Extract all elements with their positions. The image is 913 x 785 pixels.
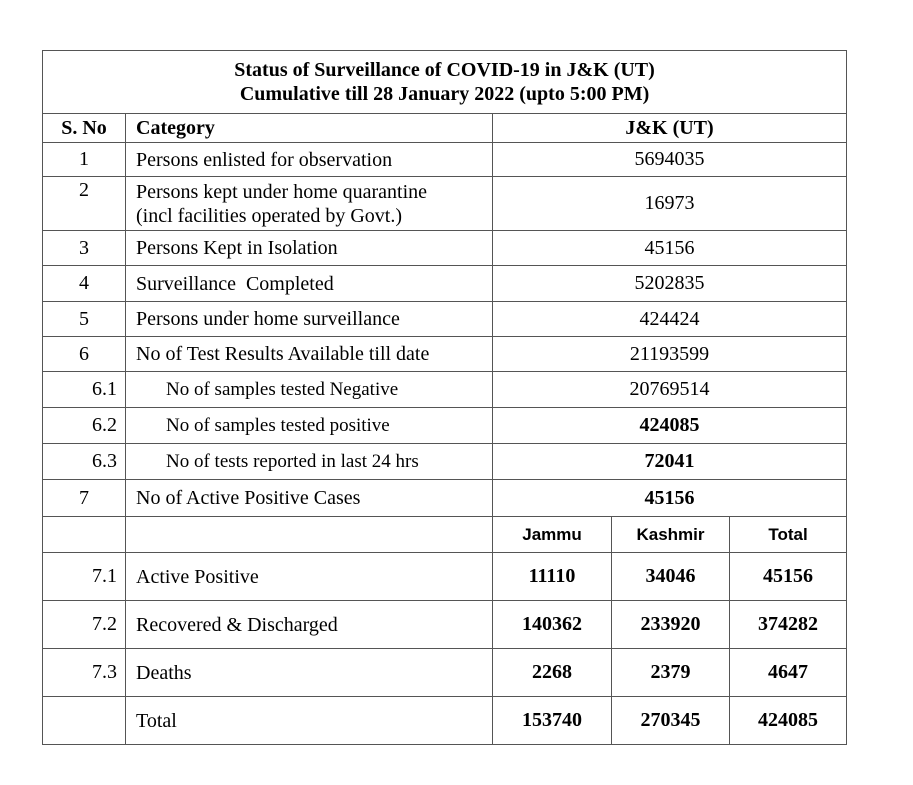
- breakdown-row: [43, 601, 847, 649]
- kashmir-value: 270345: [612, 697, 730, 745]
- total-value: 45156: [730, 553, 847, 601]
- table-row: [43, 444, 847, 480]
- row-value: 5694035: [493, 143, 847, 177]
- kashmir-value: 34046: [612, 553, 730, 601]
- breakdown-row: [43, 649, 847, 697]
- title-line-2: Cumulative till 28 January 2022 (upto 5:00 PM): [239, 83, 650, 105]
- row-value: 45156: [493, 231, 847, 266]
- row-value: 5202835: [493, 266, 847, 302]
- row-sno: 6.3: [43, 444, 126, 480]
- column-total: Total: [730, 517, 847, 553]
- row-sno: 2: [43, 177, 126, 231]
- row-category: No of samples tested Negative: [126, 372, 493, 408]
- row-value: 424424: [493, 302, 847, 337]
- breakdown-row: [43, 553, 847, 601]
- row-sno: 6.1: [43, 372, 126, 408]
- kashmir-value: 233920: [612, 601, 730, 649]
- row-sno: 6.2: [43, 408, 126, 444]
- empty-cell: [126, 517, 493, 553]
- row-value: 45156: [493, 480, 847, 517]
- column-jammu: Jammu: [493, 517, 612, 553]
- title-row: [43, 51, 847, 114]
- row-category: No of Active Positive Cases: [126, 480, 493, 517]
- header-category: Category: [126, 114, 493, 143]
- row-category: No of samples tested positive: [126, 408, 493, 444]
- total-value: 374282: [730, 601, 847, 649]
- row-sno: [43, 697, 126, 745]
- covid-surveillance-table: [42, 50, 847, 745]
- jammu-value: 11110: [493, 553, 612, 601]
- table-title: [43, 51, 847, 114]
- row-category: Active Positive: [126, 553, 493, 601]
- table-row: [43, 408, 847, 444]
- header-sno: S. No: [43, 114, 126, 143]
- table-row: [43, 143, 847, 177]
- row-category: Deaths: [126, 649, 493, 697]
- row-category: Recovered & Discharged: [126, 601, 493, 649]
- breakdown-total-row: [43, 697, 847, 745]
- row-category: [126, 177, 493, 231]
- row-value: 20769514: [493, 372, 847, 408]
- jammu-value: 140362: [493, 601, 612, 649]
- table-row: [43, 480, 847, 517]
- row-category: No of Test Results Available till date: [126, 337, 493, 372]
- row-sno: 7.1: [43, 553, 126, 601]
- row-sno: 7: [43, 480, 126, 517]
- row-sno: 7.2: [43, 601, 126, 649]
- row-category: Persons enlisted for observation: [126, 143, 493, 177]
- row-category: Total: [126, 697, 493, 745]
- row-value: 72041: [493, 444, 847, 480]
- row-sno: 1: [43, 143, 126, 177]
- table-row: [43, 372, 847, 408]
- row-value: 21193599: [493, 337, 847, 372]
- row-category: No of tests reported in last 24 hrs: [126, 444, 493, 480]
- row-value: 16973: [493, 177, 847, 231]
- kashmir-value: 2379: [612, 649, 730, 697]
- row-category: Surveillance Completed: [126, 266, 493, 302]
- jammu-value: 153740: [493, 697, 612, 745]
- row-sno: 5: [43, 302, 126, 337]
- breakdown-header-row: [43, 517, 847, 553]
- empty-cell: [43, 517, 126, 553]
- title-line-1: Status of Surveillance of COVID-19 in J&K (UT): [234, 59, 655, 81]
- table-row: [43, 337, 847, 372]
- table-row: [43, 302, 847, 337]
- row-sno: 4: [43, 266, 126, 302]
- total-value: 4647: [730, 649, 847, 697]
- row-category: Persons Kept in Isolation: [126, 231, 493, 266]
- jammu-value: 2268: [493, 649, 612, 697]
- header-row: [43, 114, 847, 143]
- row-category-line-1: Persons kept under home quarantine: [136, 180, 428, 203]
- table-row: [43, 266, 847, 302]
- row-sno: 7.3: [43, 649, 126, 697]
- table-row: [43, 231, 847, 266]
- row-value: 424085: [493, 408, 847, 444]
- total-value: 424085: [730, 697, 847, 745]
- table-row: [43, 177, 847, 231]
- row-category-line-2: (incl facilities operated by Govt.): [136, 204, 403, 227]
- row-sno: 6: [43, 337, 126, 372]
- column-kashmir: Kashmir: [612, 517, 730, 553]
- header-region: J&K (UT): [493, 114, 847, 143]
- row-sno: 3: [43, 231, 126, 266]
- row-category: Persons under home surveillance: [126, 302, 493, 337]
